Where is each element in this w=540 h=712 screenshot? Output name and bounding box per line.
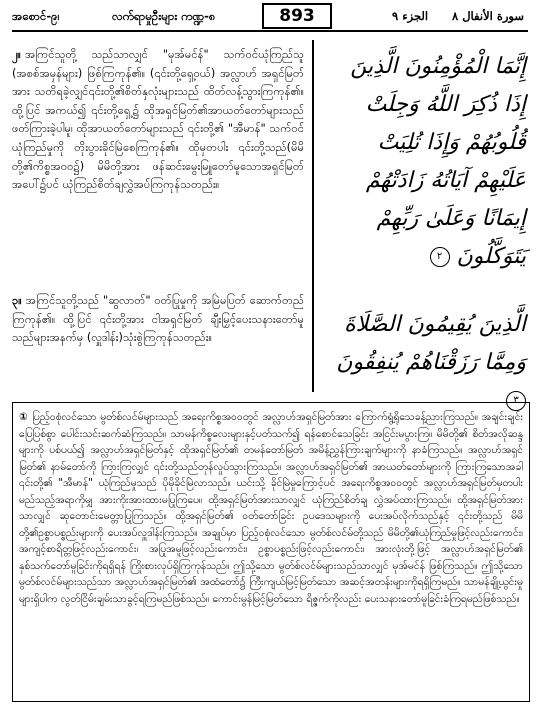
translation-verse-3	[12, 292, 304, 348]
section-title: လက်ရာမှုဦးများ ကဏ္ဍ-၈	[112, 9, 216, 23]
juz-label: الجزء ٩	[392, 9, 429, 23]
page-number-box: 893	[262, 3, 332, 29]
verse-number: ၂။	[12, 48, 21, 61]
column-divider	[312, 40, 314, 392]
book-label: အစောင်-၉၊	[12, 9, 60, 23]
arabic-text: إِنَّمَا الْمُؤْمِنُونَ الَّذِينَ إِذَا ذُكِرَ اللَّهُ وَجِلَتْ قُلُوبُهُمْ وَإِذَا تُلِيَتْ عَلَيْهِمْ آيَاتُهُ زَادَتْهُمْ إِيمَانًا وَعَلَىٰ رَبِّهِمْ يَتَوَكَّلُونَ	[350, 54, 526, 269]
surah-label: سورة الأنفال ٨	[452, 9, 524, 23]
commentary-text: ပြည့်ဝစုံလင်သော မွတ်စ်လင်မ်များသည် အရေးကိစ္စအဝဝတွင် အလ္လာဟ်အရှင်မြတ်အား ကြောက်ရွံ့ရိုသေခန့်ညားကြသည်။ အချင်းချင်းပြေပြစ်စွာ ပေါင်းသင်းဆက်ဆံကြသည်။ သာမန်ကိစ္စလေးများနှင့်ပတ်သက်၍ ရန်စောင်သေခြင်း အငြင်းမပွားကြ။ မိမိတို့၏ စိတ်အလိုဆန္ဒများကို ပစ်ပယ်၍ အလ္လာဟ်အရှင်မြတ်နှင့် ထိုအရှင်မြတ်၏ တမန်တော်မြတ် အမိန့်ညွှန်ကြားချက်များကို နာခံကြသည်။ အလ္လာဟ်အရှင်မြတ်၏ နာမ်တော်ကို ကြားကြလျှင် ၎င်းတို့သည်တုန်လှုပ်သွားကြသည်။ အလ္လာဟ်အရှင်မြတ်၏ အာယတ်တော်များကို ကြားကြသောအခါ ၎င်းတို့၏ "အီမာန်" ယုံကြည်မှုသည် ပိုမိုခိုင်မြဲလာသည်။ ယင်းသို့ ခိုင်မြဲမှုကြောင့်ပင် အရေးကိစ္စအဝဝတွင် အလ္လာဟ်အရှင်မြတ်မှတပါး မည်သည့်အရာကိုမျှ အားကိုးအားထားမပြုကြပေ။ ထို့အရှင်မြတ်အားသာလျှင် ယုံကြည်စိတ်ချ လွှဲအပ်ထားကြသည်။ ထို့အရှင်မြတ်အားသာလျှင် ဆုတောင်းမေတ္တာပြုကြသည်။ ထို့အရှင်မြတ်၏ ဝတ်တော်ခြင်း ဥပဒေသများကို ပေးအပ်လိုက်သည်နှင့် ၎င်းတို့သည် မိမိတို့၏ဥစ္စာပစ္စည်းများကို ပေးအပ်လှူဒါန်းကြသည်။ အချုပ်မှာ ပြည့်ဝစုံလင်သော မွတ်စ်လင်မ်တို့သည် မိမိတို့၏ယုံကြည်မှုဖြင့်လည်းကောင်း၊ အကျင့်စာရိတ္တဖြင့်လည်းကောင်း၊ အပြုအမူဖြင့်လည်းကောင်း၊ ဥစ္စာပစ္စည်းဖြင့်လည်းကောင်း၊ အားလုံးတို့ဖြင့် အလ္လာဟ်အရှင်မြတ်၏ နှစ်သက်တော်မူခြင်းကိုရရှိရန် ကြိုးစားလုပ်ရှိကြကုန်သည်။ ဤသို့သော မွတ်စ်လင်မ်များသည်သာလျှင် မုအ်မင်န် ဖြစ်ကြသည်။ ဤသို့သော မွတ်စ်လင်မ်များသည်သာ အလ္လာဟ်အရှင်မြတ်၏ အထံတော်၌ ကြီးကျယ်မြင့်မြတ်သော အဆင့်အတန်းများကိုရရှိကြမည်။ သာမန်ချို့ယွင်းမှုများရှိပါက လွတ်ငြိမ်းချမ်းသာခွင့်ရကြမည်ဖြစ်သည်။ ကောင်းမွန်မြင့်မြတ်သော ရိဇ္ဇက်ကိုလည်း ပေးသနားတော်မူခြင်းခံကြရမည်ဖြစ်သည်။	[19, 411, 523, 605]
verse-section	[12, 36, 528, 406]
translation-text: အကြင်သူတို့ သည်သာလျှင် "မုအ်မင်န်" သက်ဝင်ယုံကြည်သူ (အစစ်အမှန်များ) ဖြစ်ကြကုန်၏။ (၎င်းတို့ရှေ့ဝယ်) အလ္လာဟ် အရှင်မြတ်အား သတိရခဲ့လျှင်၎င်းတို့၏စိတ်နှလုံးများသည် ထိတ်လန့်သွားကြကုန်၏။ ထို့ပြင် အကယ်၍ ၎င်းတို့ရှေ့၌ ထိုအရှင်မြတ်၏အာယတ်တော်များသည် ဖတ်ကြားခဲ့ပါမူ၊ ထိုအာယတ်တော်များသည် ၎င်းတို့၏ "အီမာန်" သက်ဝင်ယုံကြည်မှုကို တိုးပွားခိုင်မြဲစေကြကုန်၏။ ထိုမှတပါး ၎င်းတို့သည်(မိမိတို့၏ကိစ္စအဝဝ၌) မိမိတို့အား ဖန်ဆင်းမွေးမြူတော်မူသောအရှင်မြတ်အပေါ်၌ပင် ယုံကြည်စိတ်ချလွှဲအပ်ကြကုန်သတည်း။	[12, 48, 304, 192]
translation-verse-2	[12, 46, 304, 195]
translation-text: အကြင်သူတို့သည် "ဆွလာတ်" ဝတ်ပြုမှုကို အမြဲမပြတ် ဆောက်တည်ကြကုန်၏။ ထို့ပြင် ၎င်းတို့အား ငါအရှင်မြတ် ချီးမြှင့်ပေးသနားတော်မူသည်များအနက်မှ (လှူဒါန်း)သုံးစွဲကြကုန်သတည်း။	[12, 294, 304, 345]
verse-number: ၃။	[12, 294, 22, 307]
arabic-verse-2	[326, 48, 526, 276]
arabic-text: الَّذِينَ يُقِيمُونَ الصَّلَاةَ وَمِمَّا رَزَقْنَاهُمْ يُنفِقُونَ	[336, 312, 526, 375]
running-header	[12, 4, 528, 32]
ayah-marker-icon: ٣	[506, 391, 526, 411]
footnote-number: ①	[19, 411, 29, 423]
ayah-marker-icon: ٢	[430, 247, 450, 267]
commentary-box	[12, 402, 530, 702]
